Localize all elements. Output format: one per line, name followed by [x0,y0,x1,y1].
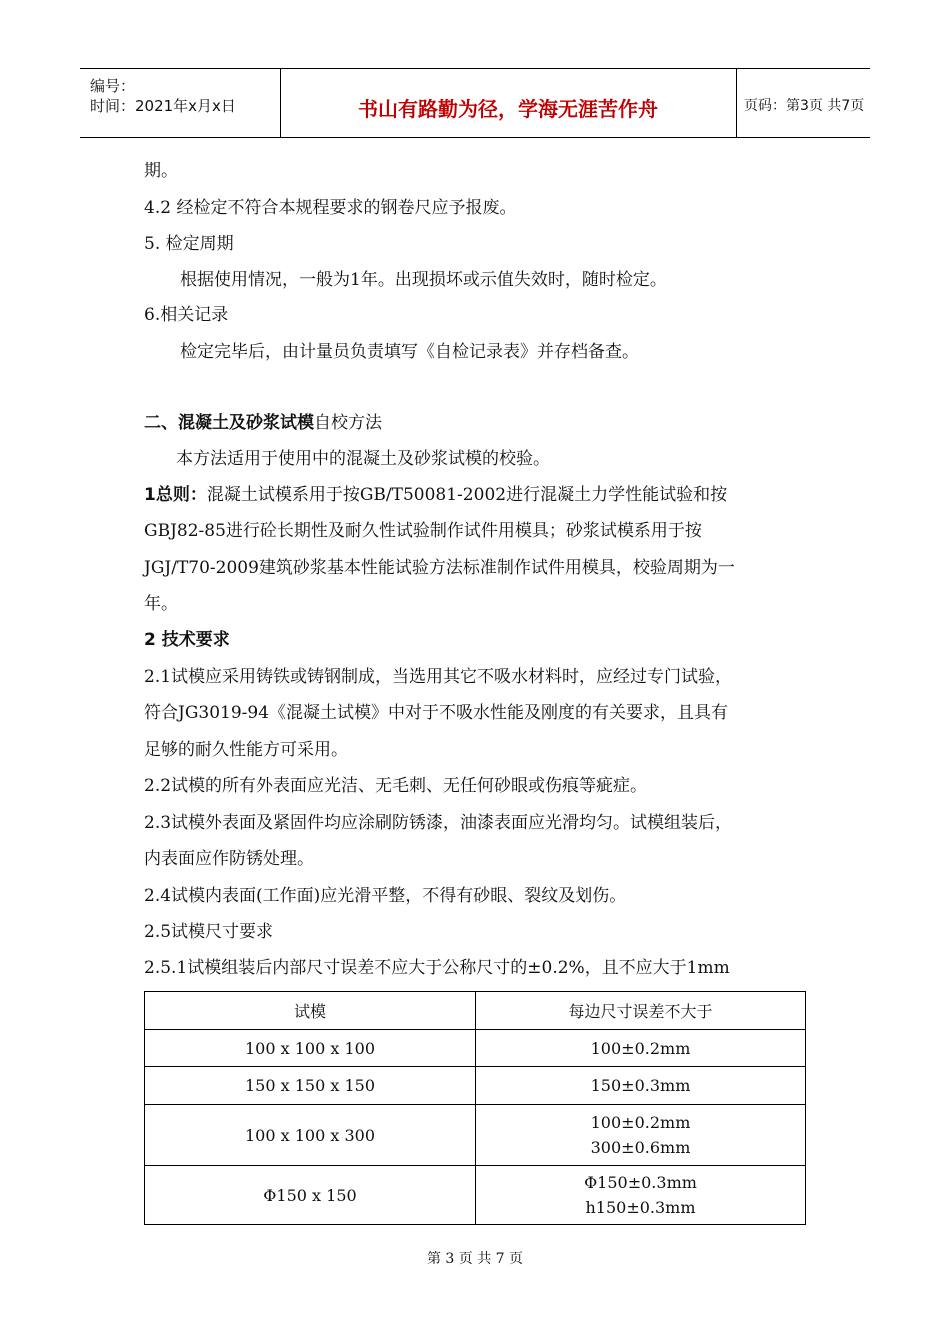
text-line: 根据使用情况，一般为1年。出现损坏或示值失效时，随时检定。 [180,270,667,290]
text-line: 4.2 经检定不符合本规程要求的钢卷尺应予报废。 [144,198,517,218]
table-row [145,1067,806,1105]
section-heading: 5. 检定周期 [144,234,234,254]
text-line: 2.5试模尺寸要求 [144,922,274,942]
tolerance-value: 150±0.3mm [590,1076,691,1095]
mold-size-cell: Φ150 x 150 [145,1166,476,1225]
tolerance-cell [476,1030,806,1067]
table-row [145,1105,806,1166]
section-heading [144,411,382,435]
general-text: 混凝土试模系用于按GB/T50081-2002进行混凝土力学性能试验和按 [206,485,728,505]
text-line: 2.4试模内表面(工作面)应光滑平整，不得有砂眼、裂纹及划伤。 [144,886,627,906]
tolerance-cell [476,1105,806,1166]
text-line: 2.1试模应采用铸铁或铸钢制成，当选用其它不吸水材料时，应经过专门试验， [144,667,733,687]
text-line [144,483,727,507]
tolerance-cell [476,1067,806,1105]
text-line: 足够的耐久性能方可采用。 [144,740,348,760]
header-motto: 书山有路勤为径，学海无涯苦作舟 [358,97,658,121]
tolerance-cell [476,1166,806,1225]
table-header-row [145,992,806,1030]
mold-size-cell: 150 x 150 x 150 [145,1067,476,1105]
header-page-number: 页码：第3页 共7页 [744,98,865,114]
section-heading: 6.相关记录 [144,305,229,325]
text-line: JGJ/T70-2009建筑砂浆基本性能试验方法标准制作试件用模具，校验周期为一 [144,558,735,578]
tolerance-value: 100±0.2mm [590,1038,691,1058]
tolerance-value: 100±0.2mm [590,1113,691,1132]
text-line: 2.2试模的所有外表面应光洁、无毛刺、无任何砂眼或伤痕等疵症。 [144,776,648,796]
table-row [145,1030,806,1067]
column-header-tolerance: 每边尺寸误差不大于 [476,992,806,1030]
text-line: 年。 [144,594,178,614]
tolerance-value: Φ150±0.3mm [584,1173,697,1192]
tolerance-value: 300±0.6mm [590,1138,691,1157]
general-heading: 1总则： [144,485,207,505]
page-footer: 第 3 页 共 7 页 [426,1251,524,1267]
mold-size-cell: 100 x 100 x 300 [145,1105,476,1166]
text-line: 2.3试模外表面及紧固件均应涂刷防锈漆，油漆表面应光滑均匀。试模组装后， [144,813,733,833]
text-line: 2.5.1试模组装后内部尺寸误差不应大于公称尺寸的±0.2%，且不应大于1mm [144,958,730,978]
text-line: 检定完毕后，由计量员负责填写《自检记录表》并存档备查。 [180,342,639,362]
section-heading-rest: 自校方法 [314,413,382,433]
text-line: 期。 [144,161,178,181]
text-line: GBJ82-85进行砼长期性及耐久性试验制作试件用模具；砂浆试模系用于按 [144,521,702,541]
table-row [145,1166,806,1225]
text-line: 符合JG3019-94《混凝土试模》中对于不吸水性能及刚度的有关要求，且具有 [144,703,729,723]
section-heading: 2 技术要求 [144,630,230,650]
document-date-label: 时间：2021年x月x日 [90,97,236,115]
text-line: 本方法适用于使用中的混凝土及砂浆试模的校验。 [176,449,550,469]
column-header-mold: 试模 [145,992,476,1030]
mold-tolerance-table [144,991,806,1225]
mold-size-cell: 100 x 100 x 100 [145,1030,476,1067]
text-line: 内表面应作防锈处理。 [144,849,314,869]
document-number-label: 编号： [90,77,136,95]
section-heading-bold: 二、混凝土及砂浆试模 [144,413,314,433]
page-header [80,68,870,138]
tolerance-value: h150±0.3mm [585,1198,696,1217]
